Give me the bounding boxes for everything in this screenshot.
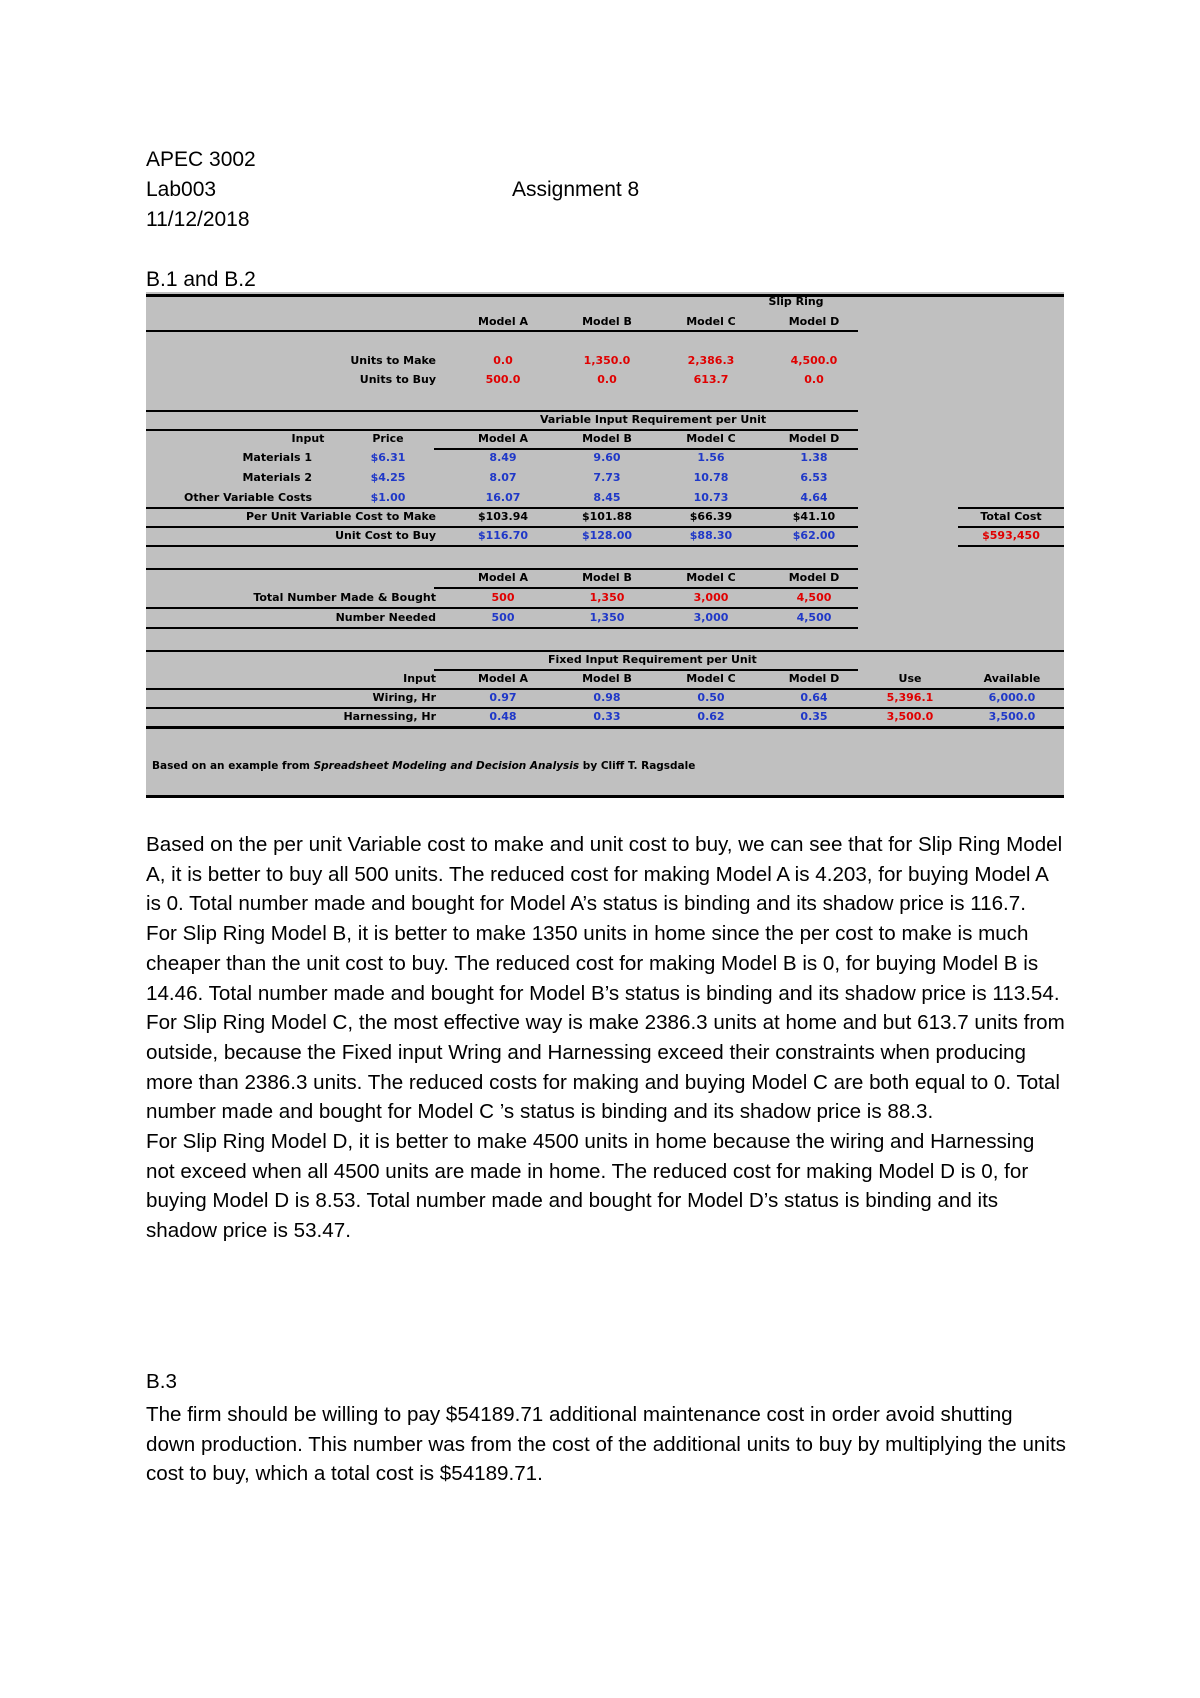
made-bought-model-d: 4,500 xyxy=(796,591,832,604)
needed-model-d: 4,500 xyxy=(796,611,832,624)
needed-model-c: 3,000 xyxy=(693,611,729,624)
col-header-model-c: Model C xyxy=(686,315,736,328)
use-col-label: Use xyxy=(898,672,922,685)
cost-to-buy-model-c: $88.30 xyxy=(689,529,733,542)
input-col-label: Input xyxy=(291,432,325,445)
fixed-col-model-a: Model A xyxy=(478,672,528,685)
cost-to-make-label: Per Unit Variable Cost to Make xyxy=(245,510,436,523)
assignment-title: Assignment 8 xyxy=(512,178,640,201)
available-col-label: Available xyxy=(983,672,1041,685)
paragraph-model-a: Based on the per unit Variable cost to make and unit cost to buy, we can see that for Slip Ring Model A, it is better to buy all 500 units. The reduced cost for making Model A is 4.203, for buying Model A is 0. Total number made and bought for Model A’s status is binding and its shadow price is 116.7. xyxy=(146,833,1063,916)
other-costs-model-c: 10.73 xyxy=(693,491,729,504)
section-heading-b12: B.1 and B.2 xyxy=(146,268,256,291)
buy-model-d: 0.0 xyxy=(804,373,824,386)
total-cost-value: $593,450 xyxy=(982,529,1040,542)
col-header-model-a: Model A xyxy=(478,315,528,328)
paragraph-model-c: For Slip Ring Model C, the most effective way is make 2386.3 units at home and but 613.7 units from outside, because the Fixed input Wring and Harnessing exceed their constraints when producing more than 2386.3 units. The reduced costs for making and buying Model C are both equal to 0. Total number made and bought for Model C ’s status is binding and its shadow price is 88.3. xyxy=(146,1011,1065,1124)
cost-to-make-model-d: $41.10 xyxy=(792,510,836,523)
fixed-col-model-c: Model C xyxy=(686,672,736,685)
var-col-model-a: Model A xyxy=(478,432,528,445)
spreadsheet-model xyxy=(146,292,1064,798)
made-bought-label: Total Number Made & Bought xyxy=(253,591,436,604)
footnote-prefix: Based on an example from xyxy=(152,760,314,772)
wiring-model-c: 0.50 xyxy=(697,691,725,704)
materials-2-model-c: 10.78 xyxy=(693,471,729,484)
materials-1-model-a: 8.49 xyxy=(489,451,517,464)
wiring-model-d: 0.64 xyxy=(800,691,828,704)
paragraph-model-b: For Slip Ring Model B, it is better to make 1350 units in home since the per cost to make is much cheaper than the unit cost to buy. The reduced cost for making Model B is 0, for buying Model B is 14.46. Total number made and bought for Model B’s status is binding and its shadow price is 113.54. xyxy=(146,922,1060,1005)
materials-2-model-b: 7.73 xyxy=(593,471,621,484)
course-code: APEC 3002 xyxy=(146,148,256,171)
var-col-model-d: Model D xyxy=(788,432,840,445)
wiring-model-a: 0.97 xyxy=(489,691,517,704)
needed-model-a: 500 xyxy=(491,611,515,624)
sheet-title: Slip Ring xyxy=(768,295,824,308)
totals-col-model-b: Model B xyxy=(582,571,632,584)
other-costs-model-d: 4.64 xyxy=(800,491,828,504)
paragraph-model-d: For Slip Ring Model D, it is better to make 4500 units in home because the wiring and Harnessing not exceed when all 4500 units are made in home. The reduced cost for making Model D is 0, for buying Model D is 8.53. Total number made and bought for Model D’s status is binding and its shadow price is 53.47. xyxy=(146,1130,1035,1243)
materials-2-price: $4.25 xyxy=(370,471,406,484)
other-costs-label: Other Variable Costs xyxy=(183,491,312,504)
buy-model-a: 500.0 xyxy=(485,373,521,386)
other-costs-model-b: 8.45 xyxy=(593,491,621,504)
lab-section: Lab003 xyxy=(146,178,217,201)
cost-to-buy-model-d: $62.00 xyxy=(792,529,836,542)
needed-model-b: 1,350 xyxy=(589,611,625,624)
var-col-model-c: Model C xyxy=(686,432,736,445)
materials-2-model-a: 8.07 xyxy=(489,471,517,484)
other-costs-model-a: 16.07 xyxy=(485,491,521,504)
section-heading-b3: B.3 xyxy=(146,1370,177,1393)
fixed-col-model-b: Model B xyxy=(582,672,632,685)
materials-2-model-d: 6.53 xyxy=(800,471,828,484)
variable-section-title: Variable Input Requirement per Unit xyxy=(540,413,767,426)
made-bought-model-b: 1,350 xyxy=(589,591,625,604)
paragraph-b3: The firm should be willing to pay $54189.71 additional maintenance cost in order avoid shutting down production. This number was from the cost of the additional units to buy by multiplying the units cost to buy, which a total cost is $54189.71. xyxy=(146,1403,1066,1486)
units-to-buy-label: Units to Buy xyxy=(359,373,436,386)
make-model-a: 0.0 xyxy=(493,354,513,367)
source-footnote xyxy=(152,759,695,773)
harnessing-use: 3,500.0 xyxy=(886,710,934,723)
b12-discussion xyxy=(146,830,1066,1246)
buy-model-b: 0.0 xyxy=(597,373,617,386)
cost-to-make-model-c: $66.39 xyxy=(689,510,733,523)
price-col-label: Price xyxy=(372,432,404,445)
cost-to-buy-model-b: $128.00 xyxy=(581,529,633,542)
cost-to-buy-model-a: $116.70 xyxy=(477,529,529,542)
fixed-section-title: Fixed Input Requirement per Unit xyxy=(548,653,757,666)
var-col-model-b: Model B xyxy=(582,432,632,445)
col-header-model-d: Model D xyxy=(788,315,840,328)
materials-1-model-d: 1.38 xyxy=(800,451,828,464)
materials-1-label: Materials 1 xyxy=(242,451,312,464)
make-model-c: 2,386.3 xyxy=(687,354,735,367)
fixed-col-model-d: Model D xyxy=(788,672,840,685)
number-needed-label: Number Needed xyxy=(335,611,436,624)
harnessing-available: 3,500.0 xyxy=(988,710,1036,723)
wiring-use: 5,396.1 xyxy=(886,691,934,704)
materials-1-model-c: 1.56 xyxy=(697,451,725,464)
wiring-available: 6,000.0 xyxy=(988,691,1036,704)
wiring-model-b: 0.98 xyxy=(593,691,621,704)
b3-discussion xyxy=(146,1400,1066,1489)
wiring-label: Wiring, Hr xyxy=(372,691,436,704)
harnessing-model-a: 0.48 xyxy=(489,710,517,723)
harnessing-model-b: 0.33 xyxy=(593,710,621,723)
footnote-book-title: Spreadsheet Modeling and Decision Analysis xyxy=(313,760,580,772)
footnote-suffix: by Cliff T. Ragsdale xyxy=(579,760,696,772)
total-cost-label: Total Cost xyxy=(980,510,1042,523)
totals-col-model-a: Model A xyxy=(478,571,528,584)
harnessing-label: Harnessing, Hr xyxy=(343,710,436,723)
harnessing-model-c: 0.62 xyxy=(697,710,725,723)
cost-to-make-model-b: $101.88 xyxy=(581,510,633,523)
buy-model-c: 613.7 xyxy=(693,373,729,386)
fixed-input-label: Input xyxy=(403,672,436,685)
totals-col-model-d: Model D xyxy=(788,571,840,584)
units-to-make-label: Units to Make xyxy=(350,354,436,367)
date: 11/12/2018 xyxy=(146,208,250,231)
harnessing-model-d: 0.35 xyxy=(800,710,828,723)
made-bought-model-a: 500 xyxy=(491,591,515,604)
cost-to-make-model-a: $103.94 xyxy=(477,510,529,523)
other-costs-price: $1.00 xyxy=(370,491,406,504)
make-model-b: 1,350.0 xyxy=(583,354,631,367)
make-model-d: 4,500.0 xyxy=(790,354,838,367)
col-header-model-b: Model B xyxy=(582,315,632,328)
made-bought-model-c: 3,000 xyxy=(693,591,729,604)
materials-2-label: Materials 2 xyxy=(242,471,312,484)
materials-1-price: $6.31 xyxy=(370,451,406,464)
materials-1-model-b: 9.60 xyxy=(593,451,621,464)
cost-to-buy-label: Unit Cost to Buy xyxy=(335,529,436,542)
totals-col-model-c: Model C xyxy=(686,571,736,584)
